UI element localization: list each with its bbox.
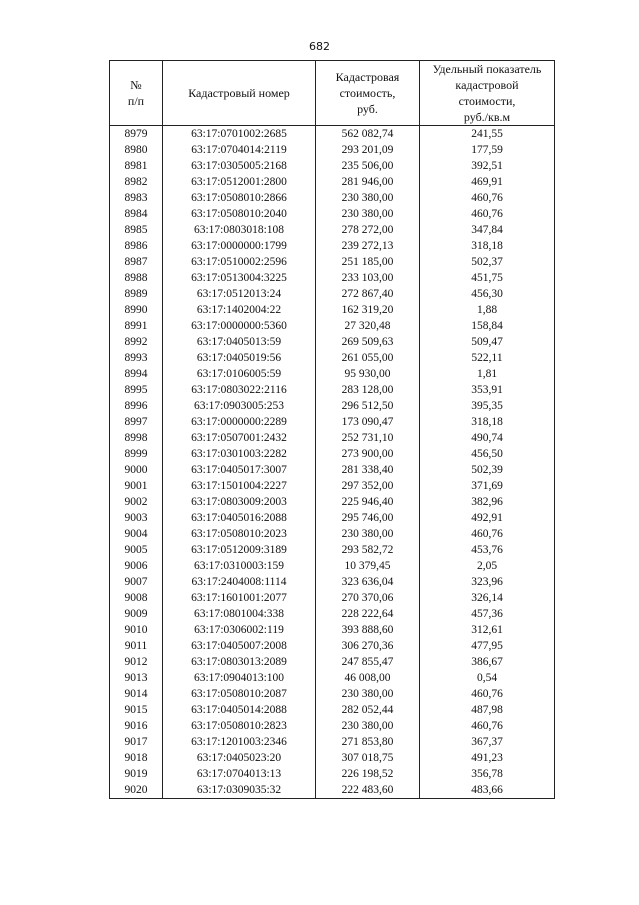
specific-value-cell: 460,76 (420, 686, 555, 702)
cadastral-value-cell: 273 900,00 (316, 446, 420, 462)
row-number-cell: 8994 (110, 366, 163, 382)
row-number-cell: 8980 (110, 142, 163, 158)
specific-value-cell: 456,30 (420, 286, 555, 302)
table-row (110, 398, 555, 414)
row-number-cell: 8993 (110, 350, 163, 366)
row-number-cell: 8989 (110, 286, 163, 302)
table-row (110, 270, 555, 286)
row-number-cell: 9011 (110, 638, 163, 654)
table-row (110, 654, 555, 670)
cadastral-number-cell: 63:17:0904013:100 (163, 670, 316, 686)
cadastral-value-cell: 293 582,72 (316, 542, 420, 558)
cadastral-value-cell: 307 018,75 (316, 750, 420, 766)
cadastral-number-cell: 63:17:0704014:2119 (163, 142, 316, 158)
row-number-cell: 8981 (110, 158, 163, 174)
specific-value-cell: 158,84 (420, 318, 555, 334)
row-number-cell: 9015 (110, 702, 163, 718)
table-header-row (110, 61, 555, 126)
cadastral-value-cell: 323 636,04 (316, 574, 420, 590)
cadastral-value-cell: 252 731,10 (316, 430, 420, 446)
cadastral-value-cell: 225 946,40 (316, 494, 420, 510)
table-row (110, 158, 555, 174)
table-row (110, 302, 555, 318)
specific-value-cell: 1,81 (420, 366, 555, 382)
table-row (110, 606, 555, 622)
specific-value-cell: 0,54 (420, 670, 555, 686)
cadastral-number-cell: 63:17:0309035:32 (163, 782, 316, 799)
cadastral-number-cell: 63:17:0508010:2866 (163, 190, 316, 206)
row-number-cell: 9000 (110, 462, 163, 478)
row-number-cell: 9009 (110, 606, 163, 622)
table-row (110, 526, 555, 542)
specific-value-cell: 460,76 (420, 190, 555, 206)
cadastral-number-cell: 63:17:0701002:2685 (163, 126, 316, 143)
specific-value-cell: 312,61 (420, 622, 555, 638)
specific-value-cell: 371,69 (420, 478, 555, 494)
cadastral-number-cell: 63:17:1601001:2077 (163, 590, 316, 606)
table-row (110, 366, 555, 382)
table-row (110, 670, 555, 686)
cadastral-value-cell: 27 320,48 (316, 318, 420, 334)
cadastral-number-cell: 63:17:0903005:253 (163, 398, 316, 414)
cadastral-number-cell: 63:17:0508010:2823 (163, 718, 316, 734)
row-number-cell: 9005 (110, 542, 163, 558)
table-row (110, 238, 555, 254)
cadastral-value-cell: 162 319,20 (316, 302, 420, 318)
cadastral-value-cell: 230 380,00 (316, 206, 420, 222)
table-row (110, 318, 555, 334)
cadastral-number-cell: 63:17:0405014:2088 (163, 702, 316, 718)
cadastral-value-cell: 306 270,36 (316, 638, 420, 654)
row-number-cell: 8997 (110, 414, 163, 430)
cadastral-value-cell: 230 380,00 (316, 526, 420, 542)
table-row (110, 702, 555, 718)
cadastral-number-cell: 63:17:0405013:59 (163, 334, 316, 350)
header-cadastral-number: Кадастровый номер (163, 61, 316, 126)
table-body (110, 126, 555, 799)
specific-value-cell: 469,91 (420, 174, 555, 190)
cadastral-number-cell: 63:17:0000000:1799 (163, 238, 316, 254)
table-row (110, 334, 555, 350)
table-row (110, 686, 555, 702)
specific-value-cell: 386,67 (420, 654, 555, 670)
row-number-cell: 8995 (110, 382, 163, 398)
row-number-cell: 9017 (110, 734, 163, 750)
specific-value-cell: 2,05 (420, 558, 555, 574)
specific-value-cell: 483,66 (420, 782, 555, 799)
cadastral-number-cell: 63:17:1201003:2346 (163, 734, 316, 750)
specific-value-cell: 326,14 (420, 590, 555, 606)
specific-value-cell: 487,98 (420, 702, 555, 718)
cadastral-number-cell: 63:17:0704013:13 (163, 766, 316, 782)
row-number-cell: 8996 (110, 398, 163, 414)
row-number-cell: 9020 (110, 782, 163, 799)
cadastral-number-cell: 63:17:0508010:2087 (163, 686, 316, 702)
header-cadastral-value: Кадастровая стоимость, руб. (316, 61, 420, 126)
table-row (110, 542, 555, 558)
table-row (110, 638, 555, 654)
table-row (110, 174, 555, 190)
cadastral-table (109, 60, 555, 799)
specific-value-cell: 453,76 (420, 542, 555, 558)
cadastral-value-cell: 239 272,13 (316, 238, 420, 254)
table-row (110, 286, 555, 302)
row-number-cell: 9019 (110, 766, 163, 782)
specific-value-cell: 353,91 (420, 382, 555, 398)
cadastral-value-cell: 272 867,40 (316, 286, 420, 302)
cadastral-value-cell: 251 185,00 (316, 254, 420, 270)
cadastral-number-cell: 63:17:0510002:2596 (163, 254, 316, 270)
cadastral-value-cell: 247 855,47 (316, 654, 420, 670)
specific-value-cell: 491,23 (420, 750, 555, 766)
cadastral-value-cell: 296 512,50 (316, 398, 420, 414)
specific-value-cell: 456,50 (420, 446, 555, 462)
specific-value-cell: 460,76 (420, 206, 555, 222)
specific-value-cell: 509,47 (420, 334, 555, 350)
row-number-cell: 9014 (110, 686, 163, 702)
row-number-cell: 8984 (110, 206, 163, 222)
specific-value-cell: 477,95 (420, 638, 555, 654)
table-row (110, 734, 555, 750)
cadastral-number-cell: 63:17:0512013:24 (163, 286, 316, 302)
cadastral-value-cell: 228 222,64 (316, 606, 420, 622)
row-number-cell: 8990 (110, 302, 163, 318)
cadastral-value-cell: 281 946,00 (316, 174, 420, 190)
cadastral-value-cell: 269 509,63 (316, 334, 420, 350)
row-number-cell: 9018 (110, 750, 163, 766)
specific-value-cell: 318,18 (420, 238, 555, 254)
table-row (110, 350, 555, 366)
specific-value-cell: 347,84 (420, 222, 555, 238)
cadastral-number-cell: 63:17:0803018:108 (163, 222, 316, 238)
cadastral-number-cell: 63:17:0512001:2800 (163, 174, 316, 190)
cadastral-number-cell: 63:17:1501004:2227 (163, 478, 316, 494)
specific-value-cell: 460,76 (420, 718, 555, 734)
cadastral-value-cell: 278 272,00 (316, 222, 420, 238)
row-number-cell: 9001 (110, 478, 163, 494)
cadastral-value-cell: 270 370,06 (316, 590, 420, 606)
row-number-cell: 8998 (110, 430, 163, 446)
cadastral-value-cell: 283 128,00 (316, 382, 420, 398)
specific-value-cell: 522,11 (420, 350, 555, 366)
table-row (110, 510, 555, 526)
row-number-cell: 9007 (110, 574, 163, 590)
specific-value-cell: 392,51 (420, 158, 555, 174)
cadastral-number-cell: 63:17:0405023:20 (163, 750, 316, 766)
cadastral-value-cell: 261 055,00 (316, 350, 420, 366)
specific-value-cell: 502,37 (420, 254, 555, 270)
specific-value-cell: 241,55 (420, 126, 555, 143)
cadastral-number-cell: 63:17:0301003:2282 (163, 446, 316, 462)
table-row (110, 414, 555, 430)
cadastral-value-cell: 281 338,40 (316, 462, 420, 478)
cadastral-value-cell: 295 746,00 (316, 510, 420, 526)
specific-value-cell: 367,37 (420, 734, 555, 750)
specific-value-cell: 323,96 (420, 574, 555, 590)
specific-value-cell: 395,35 (420, 398, 555, 414)
cadastral-value-cell: 222 483,60 (316, 782, 420, 799)
cadastral-value-cell: 235 506,00 (316, 158, 420, 174)
table-row (110, 558, 555, 574)
table-row (110, 574, 555, 590)
cadastral-value-cell: 293 201,09 (316, 142, 420, 158)
table-row (110, 622, 555, 638)
specific-value-cell: 177,59 (420, 142, 555, 158)
row-number-cell: 9008 (110, 590, 163, 606)
table-row (110, 222, 555, 238)
cadastral-value-cell: 233 103,00 (316, 270, 420, 286)
cadastral-value-cell: 297 352,00 (316, 478, 420, 494)
specific-value-cell: 502,39 (420, 462, 555, 478)
specific-value-cell: 318,18 (420, 414, 555, 430)
cadastral-number-cell: 63:17:1402004:22 (163, 302, 316, 318)
row-number-cell: 8987 (110, 254, 163, 270)
cadastral-number-cell: 63:17:0306002:119 (163, 622, 316, 638)
specific-value-cell: 490,74 (420, 430, 555, 446)
row-number-cell: 9002 (110, 494, 163, 510)
table-row (110, 766, 555, 782)
cadastral-number-cell: 63:17:0803022:2116 (163, 382, 316, 398)
table-row (110, 382, 555, 398)
cadastral-value-cell: 562 082,74 (316, 126, 420, 143)
cadastral-number-cell: 63:17:0000000:2289 (163, 414, 316, 430)
table-row (110, 718, 555, 734)
table-row (110, 462, 555, 478)
table-row (110, 206, 555, 222)
table-row (110, 126, 555, 143)
row-number-cell: 8983 (110, 190, 163, 206)
cadastral-value-cell: 46 008,00 (316, 670, 420, 686)
cadastral-number-cell: 63:17:0508010:2023 (163, 526, 316, 542)
cadastral-number-cell: 63:17:0405019:56 (163, 350, 316, 366)
row-number-cell: 9006 (110, 558, 163, 574)
table-row (110, 590, 555, 606)
cadastral-number-cell: 63:17:0508010:2040 (163, 206, 316, 222)
cadastral-value-cell: 230 380,00 (316, 190, 420, 206)
table-row (110, 190, 555, 206)
header-specific-value: Удельный показатель кадастровой стоимости, руб./кв.м (420, 61, 555, 126)
cadastral-value-cell: 95 930,00 (316, 366, 420, 382)
header-row-number: № п/п (110, 61, 163, 126)
table-row (110, 446, 555, 462)
row-number-cell: 8985 (110, 222, 163, 238)
cadastral-number-cell: 63:17:0106005:59 (163, 366, 316, 382)
specific-value-cell: 356,78 (420, 766, 555, 782)
cadastral-number-cell: 63:17:0803009:2003 (163, 494, 316, 510)
cadastral-number-cell: 63:17:0310003:159 (163, 558, 316, 574)
cadastral-number-cell: 63:17:0305005:2168 (163, 158, 316, 174)
page-number: 682 (309, 40, 330, 53)
cadastral-number-cell: 63:17:0513004:3225 (163, 270, 316, 286)
cadastral-value-cell: 393 888,60 (316, 622, 420, 638)
table-row (110, 782, 555, 799)
specific-value-cell: 492,91 (420, 510, 555, 526)
row-number-cell: 8992 (110, 334, 163, 350)
specific-value-cell: 382,96 (420, 494, 555, 510)
row-number-cell: 8999 (110, 446, 163, 462)
cadastral-number-cell: 63:17:0801004:338 (163, 606, 316, 622)
table-row (110, 142, 555, 158)
row-number-cell: 9004 (110, 526, 163, 542)
table-row (110, 750, 555, 766)
row-number-cell: 9012 (110, 654, 163, 670)
cadastral-value-cell: 271 853,80 (316, 734, 420, 750)
table-row (110, 430, 555, 446)
cadastral-value-cell: 10 379,45 (316, 558, 420, 574)
specific-value-cell: 1,88 (420, 302, 555, 318)
cadastral-value-cell: 230 380,00 (316, 686, 420, 702)
cadastral-number-cell: 63:17:0507001:2432 (163, 430, 316, 446)
table-row (110, 254, 555, 270)
row-number-cell: 9003 (110, 510, 163, 526)
row-number-cell: 9013 (110, 670, 163, 686)
cadastral-value-cell: 226 198,52 (316, 766, 420, 782)
cadastral-number-cell: 63:17:0405016:2088 (163, 510, 316, 526)
row-number-cell: 8979 (110, 126, 163, 143)
specific-value-cell: 460,76 (420, 526, 555, 542)
cadastral-number-cell: 63:17:0512009:3189 (163, 542, 316, 558)
cadastral-number-cell: 63:17:0405017:3007 (163, 462, 316, 478)
row-number-cell: 8988 (110, 270, 163, 286)
row-number-cell: 9010 (110, 622, 163, 638)
cadastral-number-cell: 63:17:0405007:2008 (163, 638, 316, 654)
row-number-cell: 8986 (110, 238, 163, 254)
specific-value-cell: 457,36 (420, 606, 555, 622)
row-number-cell: 9016 (110, 718, 163, 734)
cadastral-number-cell: 63:17:2404008:1114 (163, 574, 316, 590)
cadastral-value-cell: 282 052,44 (316, 702, 420, 718)
table-row (110, 478, 555, 494)
cadastral-number-cell: 63:17:0803013:2089 (163, 654, 316, 670)
cadastral-value-cell: 173 090,47 (316, 414, 420, 430)
row-number-cell: 8982 (110, 174, 163, 190)
table-row (110, 494, 555, 510)
row-number-cell: 8991 (110, 318, 163, 334)
specific-value-cell: 451,75 (420, 270, 555, 286)
cadastral-number-cell: 63:17:0000000:5360 (163, 318, 316, 334)
cadastral-value-cell: 230 380,00 (316, 718, 420, 734)
